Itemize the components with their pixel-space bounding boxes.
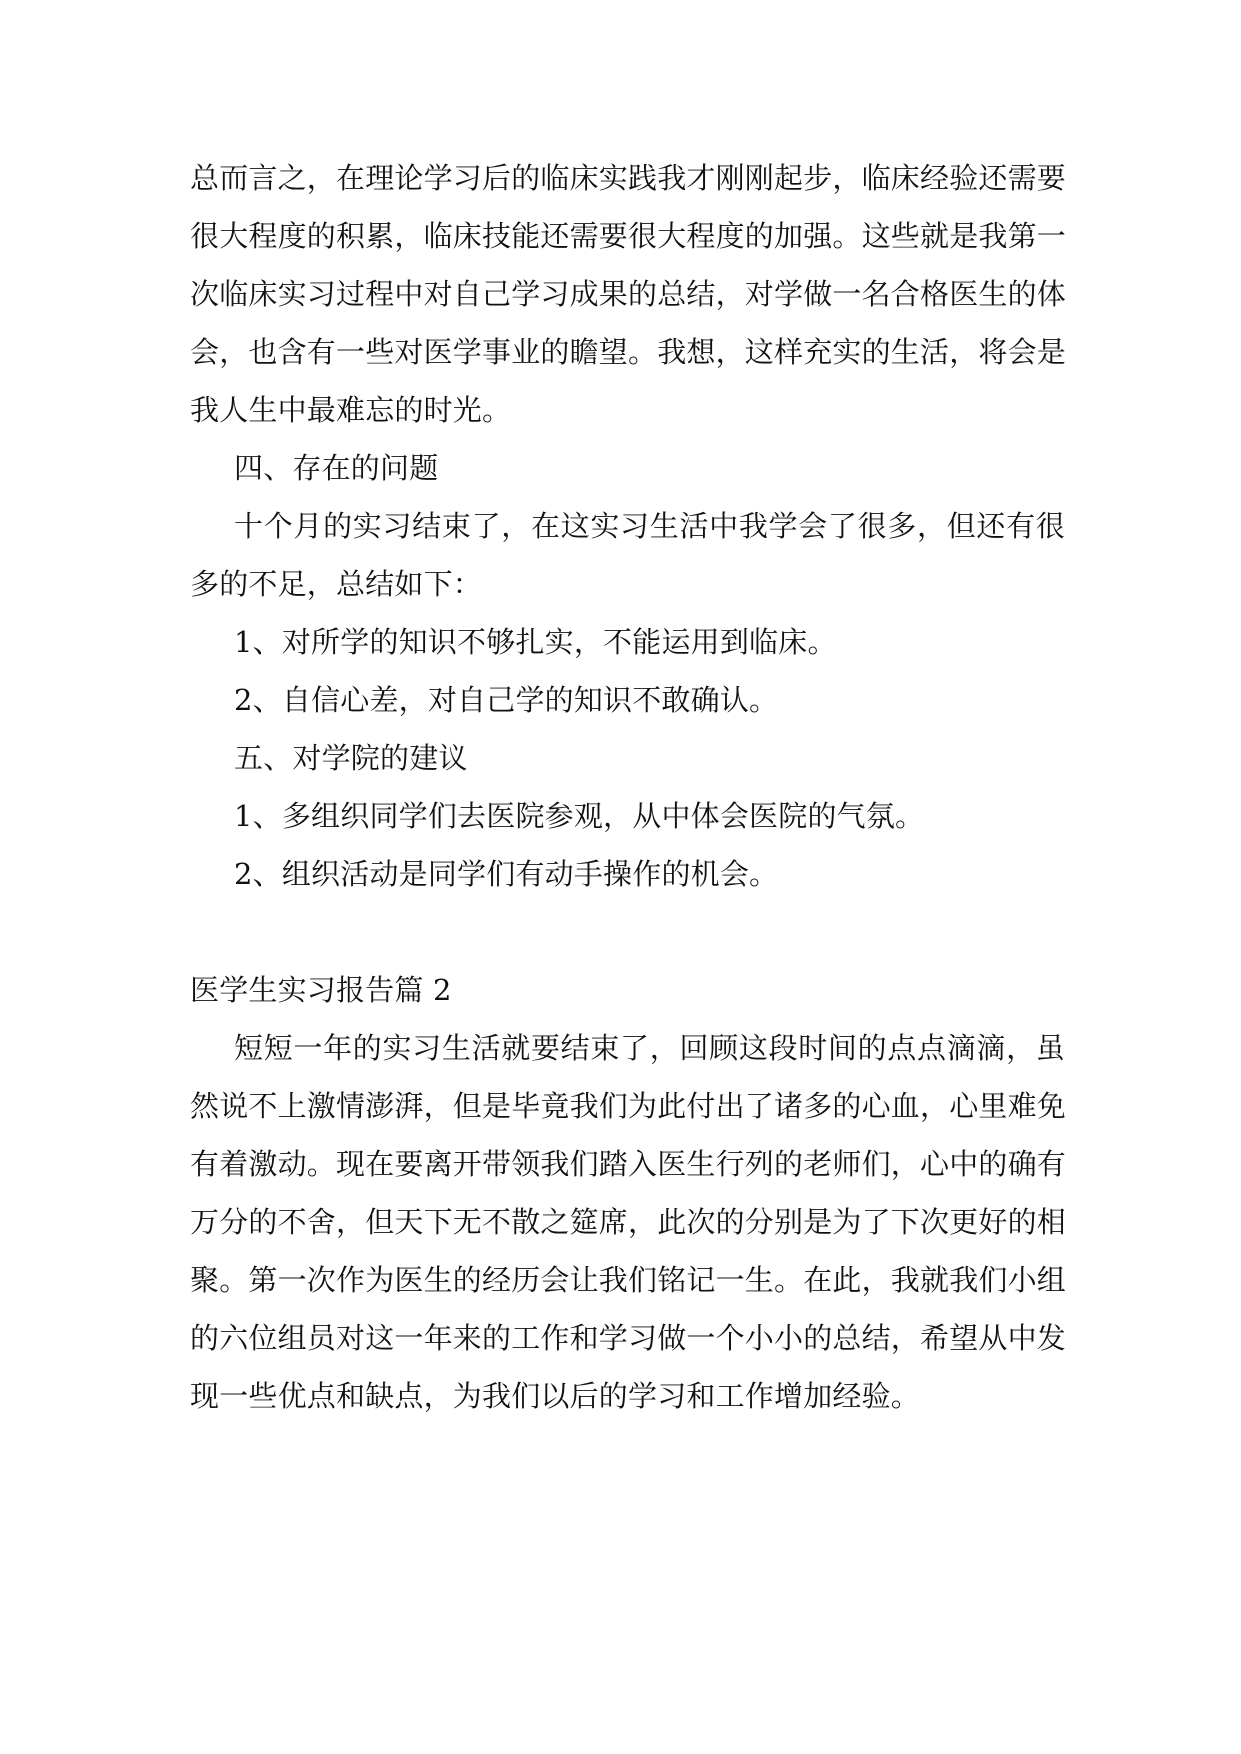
paragraph-line: 聚。第一次作为医生的经历会让我们铭记一生。在此，我就我们小组	[190, 1263, 1067, 1297]
paragraph-line: 很大程度的积累，临床技能还需要很大程度的加强。这些就是我第一	[190, 219, 1067, 253]
report-title: 医学生实习报告篇 2	[190, 973, 452, 1007]
list-item: 2、组织活动是同学们有动手操作的机会。	[234, 857, 779, 891]
paragraph-line: 总而言之，在理论学习后的临床实践我才刚刚起步，临床经验还需要	[190, 161, 1067, 195]
list-item: 1、多组织同学们去医院参观，从中体会医院的气氛。	[234, 799, 925, 833]
list-item: 1、对所学的知识不够扎实，不能运用到临床。	[234, 625, 837, 659]
paragraph-line: 会，也含有一些对医学事业的瞻望。我想，这样充实的生活，将会是	[190, 335, 1067, 369]
paragraph-line: 我人生中最难忘的时光。	[190, 393, 512, 427]
paragraph-line: 有着激动。现在要离开带领我们踏入医生行列的老师们，心中的确有	[190, 1147, 1067, 1181]
paragraph-line: 然说不上激情澎湃，但是毕竟我们为此付出了诸多的心血，心里难免	[190, 1089, 1067, 1123]
paragraph-line: 现一些优点和缺点，为我们以后的学习和工作增加经验。	[190, 1379, 921, 1413]
paragraph-line: 短短一年的实习生活就要结束了，回顾这段时间的点点滴滴，虽	[234, 1031, 1065, 1065]
paragraph-line: 的六位组员对这一年来的工作和学习做一个小小的总结，希望从中发	[190, 1321, 1067, 1355]
paragraph-line: 多的不足，总结如下：	[190, 567, 483, 601]
list-item: 2、自信心差，对自己学的知识不敢确认。	[234, 683, 779, 717]
section-heading: 五、对学院的建议	[234, 741, 468, 775]
paragraph-line: 十个月的实习结束了，在这实习生活中我学会了很多，但还有很	[234, 509, 1065, 543]
section-heading: 四、存在的问题	[234, 451, 439, 485]
paragraph-line: 次临床实习过程中对自己学习成果的总结，对学做一名合格医生的体	[190, 277, 1067, 311]
paragraph-line: 万分的不舍，但天下无不散之筵席，此次的分别是为了下次更好的相	[190, 1205, 1067, 1239]
